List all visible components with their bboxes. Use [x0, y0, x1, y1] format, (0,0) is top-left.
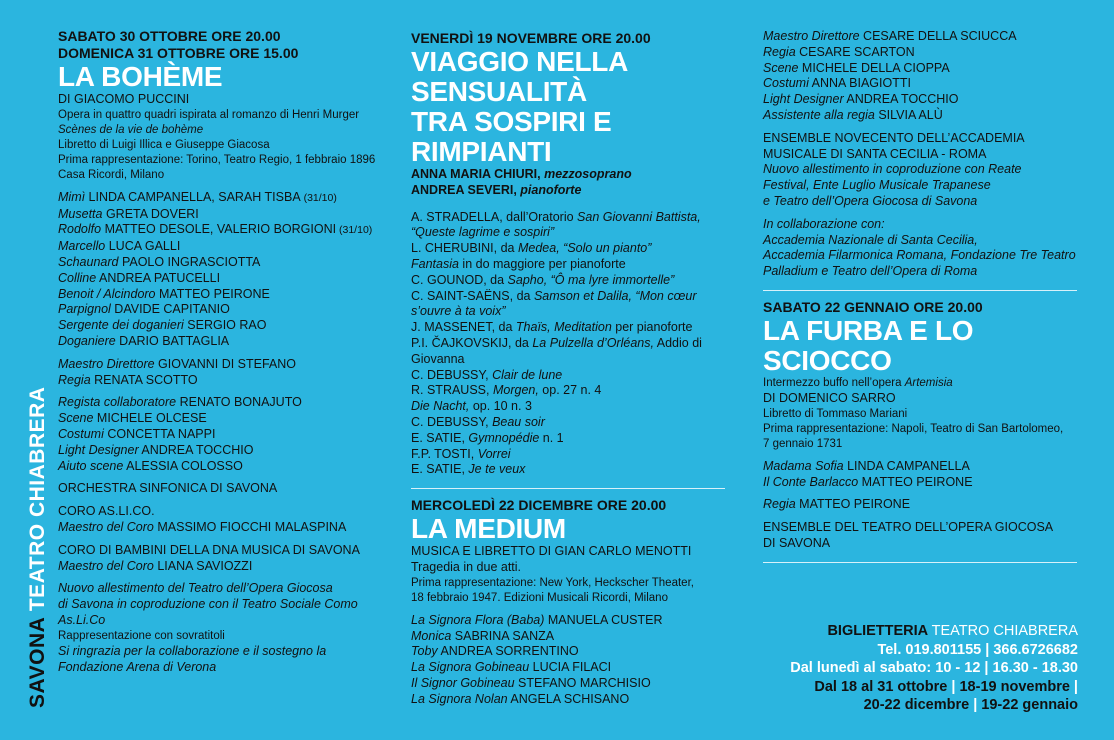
event-date: VENERDÌ 19 NOVEMBRE ORE 20.00: [411, 30, 651, 46]
collab-note: Accademia Filarmonica Romana, Fondazione Tre Teatro: [763, 248, 1076, 263]
credit-name: CESARE DELLA SCIUCCA: [859, 29, 1017, 43]
libretto: Libretto di Tommaso Mariani: [763, 407, 908, 420]
credit-role: Parpignol: [58, 302, 111, 317]
credit-row: [411, 692, 731, 708]
credit-role: Light Designer: [58, 442, 139, 457]
credit-name: CESARE SCARTON: [795, 44, 915, 59]
hours-line: Dal lunedì al sabato: 10 - 12 | 16.30 - 18.30: [790, 660, 1078, 676]
credit-role: Aiuto scene: [58, 458, 124, 473]
program-item: A. STRADELLA, dall’Oratorio San Giovanni Battista,: [411, 209, 701, 224]
production-note: di Savona in coproduzione con il Teatro Sociale Como: [58, 597, 358, 612]
credit-name: ANDREA TOCCHIO: [138, 442, 254, 457]
ensemble: MUSICALE DI SANTA CECILIA - ROMA: [763, 146, 987, 161]
program-item: L. CHERUBINI, da Medea, “Solo un pianto”: [411, 241, 652, 256]
composer: DI GIACOMO PUCCINI: [58, 92, 190, 106]
credit-row: [411, 629, 731, 645]
cast-list: [763, 459, 1083, 491]
description: Tragedia in due atti.: [411, 559, 522, 574]
credit-role: Costumi: [763, 76, 809, 91]
credit-name: CONCETTA NAPPI: [103, 426, 216, 441]
credit-row: [58, 395, 388, 411]
credit-name: MANUELA CUSTER: [544, 612, 663, 627]
description: Scènes de la vie de bohème: [58, 123, 204, 136]
event-date: DOMENICA 31 OTTOBRE ORE 15.00: [58, 45, 299, 61]
event-title: VIAGGIO NELLA SENSUALITÀ: [411, 46, 627, 107]
staff-list: [58, 395, 388, 474]
program-item: E. SATIE, Gymnopédie n. 1: [411, 430, 564, 445]
credit-role: Maestro Direttore: [58, 356, 155, 371]
event-title: TRA SOSPIRI E RIMPIANTI: [411, 106, 612, 167]
description: Opera in quattro quadri ispirata al romanzo di Henri Murger: [58, 108, 360, 121]
credit-row: [58, 427, 388, 443]
premiere: 7 gennaio 1731: [763, 437, 843, 450]
credit-name: SABRINA SANZA: [451, 628, 555, 643]
credit-role: Regia: [763, 44, 796, 59]
credit-name: PAOLO INGRASCIOTTA: [118, 254, 261, 269]
credit-role: Mimì: [58, 189, 86, 204]
credit-row: [58, 255, 388, 271]
performer: ANDREA SEVERI, pianoforte: [411, 182, 582, 197]
credit-row: [763, 475, 1083, 491]
credit-role: Sergente dei doganieri: [58, 318, 184, 333]
credit-role: Il Conte Barlacco: [763, 474, 859, 489]
credit-role: Il Signor Gobineau: [411, 675, 515, 690]
program-item: “Queste lagrime e sospiri”: [411, 225, 555, 240]
credit-role: Costumi: [58, 426, 104, 441]
theatre-label: TEATRO CHIABRERA: [26, 386, 49, 612]
description: Intermezzo buffo nell’opera Artemisia: [763, 376, 953, 389]
event-date: SABATO 22 GENNAIO ORE 20.00: [763, 298, 983, 315]
program-item: C. SAINT-SAËNS, da Samson et Dalila, “Mon cœur: [411, 288, 697, 303]
credit-role: Maestro Direttore: [763, 29, 860, 43]
credit-row: [58, 373, 388, 389]
credit-row: [411, 660, 731, 676]
credit-role: Scene: [58, 411, 94, 426]
credit-role: Madama Sofia: [763, 458, 844, 473]
credit-row: [411, 676, 731, 692]
credit-name: MATTEO PEIRONE: [155, 286, 270, 301]
credit-row: [58, 239, 388, 255]
production-note: Nuovo allestimento in coproduzione con Reate: [763, 162, 1022, 177]
credit-name: GIOVANNI DI STEFANO: [154, 356, 297, 371]
credit-row: [763, 76, 1083, 92]
program-item: s’ouvre à ta voix”: [411, 304, 506, 319]
program-item: P.I. ČAJKOVSKIJ, da La Pulzella d’Orléans, Addio di: [411, 335, 702, 350]
credit-role: La Signora Flora (Baba): [411, 612, 545, 627]
regia: Regia MATTEO PEIRONE: [763, 497, 911, 512]
credit-row: [58, 271, 388, 287]
program-item: F.P. TOSTI, Vorrei: [411, 446, 511, 461]
column-right: [763, 29, 1083, 571]
credit-role: Light Designer: [763, 92, 844, 107]
credit-row: [58, 287, 388, 303]
premiere: Prima rappresentazione: Torino, Teatro Regio, 1 febbraio 1896: [58, 153, 376, 166]
credit-role: Marcello: [58, 239, 106, 254]
box-office-title: BIGLIETTERIA TEATRO CHIABRERA: [827, 623, 1078, 639]
choir-master: Maestro del Coro MASSIMO FIOCCHI MALASPINA: [58, 519, 347, 534]
city-label: SAVONA: [26, 617, 49, 708]
ensemble: DI SAVONA: [763, 535, 831, 550]
credit-role: Rodolfo: [58, 222, 102, 237]
credit-name: ANDREA SORRENTINO: [437, 644, 579, 659]
box-office: [790, 622, 1078, 715]
program-item: J. MASSENET, da Thaïs, Meditation per pianoforte: [411, 320, 693, 335]
event-title: LA BOHÈME: [58, 61, 223, 92]
credit-name: MATTEO PEIRONE: [858, 474, 973, 489]
credit-row: [58, 334, 388, 350]
credit-row: [58, 222, 388, 239]
credit-role: Benoit / Alcindoro: [58, 286, 156, 301]
credit-name: SERGIO RAO: [183, 318, 267, 333]
dates-line: Dal 18 al 31 ottobre | 18-19 novembre |: [814, 678, 1078, 695]
credit-row: [58, 411, 388, 427]
credit-role: Assistente alla regia: [763, 107, 875, 122]
credit-row: [58, 302, 388, 318]
credit-role: Doganiere: [58, 333, 116, 348]
performer: ANNA MARIA CHIURI, mezzosoprano: [411, 167, 632, 181]
production-note: Festival, Ente Luglio Musicale Trapanese: [763, 178, 991, 193]
cast-list: [58, 190, 388, 350]
composer: DI DOMENICO SARRO: [763, 390, 896, 405]
credit-row: [763, 459, 1083, 475]
composer: MUSICA E LIBRETTO DI GIAN CARLO MENOTTI: [411, 544, 692, 559]
production-note: e Teatro dell’Opera Giocosa di Savona: [763, 193, 978, 208]
credit-row: [58, 207, 388, 223]
program-item: C. DEBUSSY, Clair de lune: [411, 367, 563, 382]
collab-note: In collaborazione con:: [763, 216, 885, 231]
choir: CORO AS.LI.CO.: [58, 504, 155, 519]
program-item: Die Nacht, op. 10 n. 3: [411, 399, 532, 414]
credit-name: RENATA SCOTTO: [90, 372, 198, 387]
credit-name: GRETA DOVERI: [102, 206, 199, 221]
direction-list: [58, 357, 388, 389]
orchestra: ORCHESTRA SINFONICA DI SAVONA: [58, 481, 278, 496]
cast-list: [411, 613, 731, 708]
collab-note: Palladium e Teatro dell’Opera di Roma: [763, 264, 978, 279]
credit-row: [411, 644, 731, 660]
credit-row: [411, 613, 731, 629]
premiere: Prima rappresentazione: Napoli, Teatro di San Bartolomeo,: [763, 422, 1064, 435]
credit-role: Regista collaboratore: [58, 395, 177, 410]
thanks-note: Fondazione Arena di Verona: [58, 659, 217, 674]
production-note: As.Li.Co: [58, 612, 106, 627]
vertical-venue-label: [26, 387, 50, 708]
event-date: MERCOLEDÌ 22 DICEMBRE ORE 20.00: [411, 497, 667, 514]
program-item: Fantasia in do maggiore per pianoforte: [411, 256, 626, 271]
program-item: C. DEBUSSY, Beau soir: [411, 414, 545, 429]
credit-role: La Signora Gobineau: [411, 660, 530, 675]
credit-name: ANDREA TOCCHIO: [843, 92, 959, 107]
column-middle: [411, 30, 731, 708]
staff-list: [763, 29, 1083, 124]
credit-role: Scene: [763, 60, 799, 75]
premiere: Prima rappresentazione: New York, Heckscher Theater,: [411, 576, 694, 589]
program-list: [411, 210, 731, 479]
credit-name: SILVIA ALÙ: [874, 107, 943, 122]
credit-name: ANNA BIAGIOTTI: [808, 76, 911, 91]
credit-name: RENATO BONAJUTO: [176, 395, 302, 410]
credit-name: MICHELE DELLA CIOPPA: [798, 60, 950, 75]
credit-name: LUCA GALLI: [105, 239, 181, 254]
credit-role: Musetta: [58, 206, 103, 221]
credit-row: [58, 190, 388, 207]
credit-row: [58, 357, 388, 373]
credit-role: Toby: [411, 644, 438, 659]
credit-role: Monica: [411, 628, 452, 643]
divider: [763, 562, 1077, 563]
credit-row: [763, 45, 1083, 61]
libretto: Libretto di Luigi Illica e Giuseppe Giacosa: [58, 138, 270, 151]
credit-row: [763, 108, 1083, 124]
credit-name: LINDA CAMPANELLA, SARAH TISBA: [85, 189, 301, 204]
credit-row: [58, 443, 388, 459]
children-choir: CORO DI BAMBINI DELLA DNA MUSICA DI SAVONA: [58, 542, 360, 557]
dates-line: 20-22 dicembre | 19-22 gennaio: [863, 697, 1078, 713]
credit-row: [763, 61, 1083, 77]
credit-role: La Signora Nolan: [411, 691, 508, 706]
credit-name: MATTEO DESOLE, VALERIO BORGIONI: [101, 222, 337, 237]
ensemble: ENSEMBLE DEL TEATRO DELL’OPERA GIOCOSA: [763, 520, 1054, 535]
program-item: C. GOUNOD, da Sapho, “Ô ma lyre immortelle”: [411, 272, 675, 287]
credit-role: Regia: [58, 372, 91, 387]
credit-row: [58, 459, 388, 475]
credit-name: LINDA CAMPANELLA: [843, 458, 970, 473]
credit-note: (31/10): [300, 191, 337, 204]
collab-note: Accademia Nazionale di Santa Cecilia,: [763, 232, 978, 247]
production-note: Nuovo allestimento del Teatro dell’Opera Giocosa: [58, 581, 333, 596]
program-item: E. SATIE, Je te veux: [411, 462, 526, 477]
choir-master: Maestro del Coro LIANA SAVIOZZI: [58, 558, 253, 573]
event-title: LA MEDIUM: [411, 513, 566, 545]
phone-line: Tel. 019.801155 | 366.6726682: [877, 641, 1078, 658]
thanks-note: Si ringrazia per la collaborazione e il sostegno la: [58, 643, 327, 658]
credit-name: LUCIA FILACI: [529, 660, 612, 675]
program-item: Giovanna: [411, 351, 465, 366]
credit-note: (31/10): [336, 224, 373, 237]
credit-name: ALESSIA COLOSSO: [123, 458, 243, 473]
credit-name: DAVIDE CAPITANIO: [110, 302, 230, 317]
surtitles-note: Rappresentazione con sovratitoli: [58, 629, 225, 642]
divider: [411, 488, 725, 489]
credit-name: ANDREA PATUCELLI: [96, 270, 221, 285]
credit-role: Colline: [58, 270, 97, 285]
credit-name: ANGELA SCHISANO: [507, 691, 630, 706]
credit-name: STEFANO MARCHISIO: [514, 675, 651, 690]
credit-row: [763, 29, 1083, 45]
premiere: 18 febbraio 1947. Edizioni Musicali Ricordi, Milano: [411, 591, 668, 604]
credit-row: [763, 92, 1083, 108]
credit-name: MICHELE OLCESE: [93, 411, 207, 426]
credit-role: Schaunard: [58, 254, 119, 269]
credit-row: [58, 318, 388, 334]
premiere: Casa Ricordi, Milano: [58, 168, 165, 181]
ensemble: ENSEMBLE NOVECENTO DELL’ACCADEMIA: [763, 130, 1025, 145]
divider: [763, 290, 1077, 291]
event-title: LA FURBA E LO SCIOCCO: [763, 314, 974, 376]
program-item: R. STRAUSS, Morgen, op. 27 n. 4: [411, 383, 602, 398]
event-date: SABATO 30 OTTOBRE ORE 20.00: [58, 28, 281, 44]
credit-name: DARIO BATTAGLIA: [115, 333, 230, 348]
column-boheme: [58, 28, 388, 675]
